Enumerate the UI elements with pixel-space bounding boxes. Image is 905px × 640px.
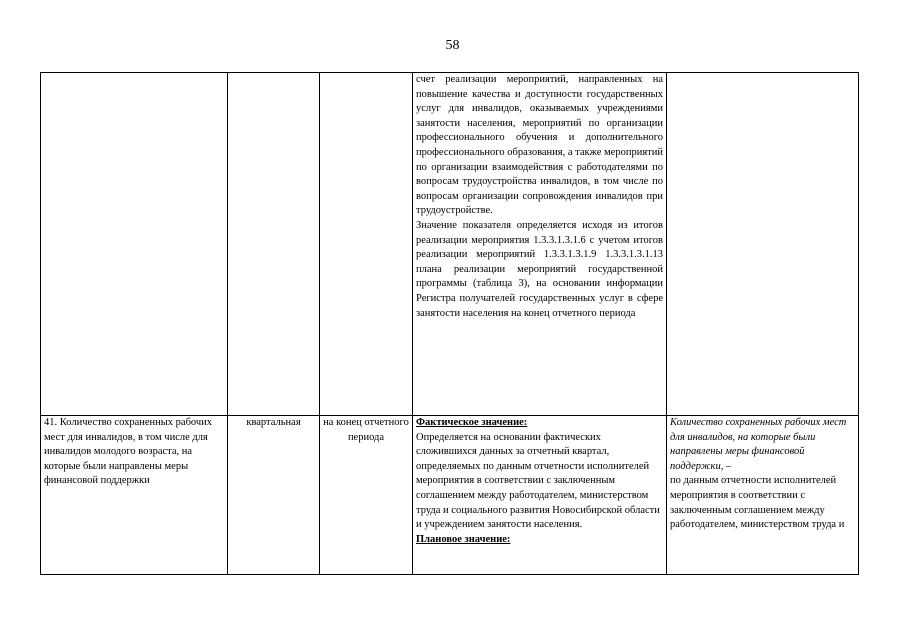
method-text-continued: счет реализации мероприятий, направленных на повышение качества и доступности государственных услуг для инвалидов, оказываемых учреждениями занятости населения, мероприятий по организации профессионального обучения и дополнительного профессионального образования, а также мероприятий по организации взаимодействия с работодателями по вопросам трудоустройства инвалидов, в том числе по вопросам организации сопровождения инвалидов при трудоустройстве. <box>416 74 663 217</box>
data-source-text: по данным отчетности исполнителей мероприятия в соответствии с заключенным соглашением между работодателем, министерством труда и <box>670 475 845 531</box>
page-number: 58 <box>445 38 460 53</box>
table-row <box>41 73 859 416</box>
planned-value-heading: Плановое значение: <box>416 533 511 545</box>
indicator-table <box>40 72 859 575</box>
table-cell <box>320 73 413 416</box>
indicator-name-cell <box>41 416 228 575</box>
data-source-italic: Количество сохраненных рабочих мест для инвалидов, на которые были направлены меры финансовой поддержки, <box>670 417 847 472</box>
table-cell <box>228 73 320 416</box>
period-value: на конец отчетного периода <box>323 417 409 443</box>
table-row <box>41 416 859 575</box>
indicator-name: 41. Количество сохраненных рабочих мест для инвалидов, в том числе для инвалидов молодого возраста, на которые были направлены меры финансовой поддержки <box>44 417 213 487</box>
calculation-method-cell <box>413 73 667 416</box>
frequency-value: квартальная <box>246 417 301 428</box>
method-text-value-determination: Значение показателя определяется исходя из итогов реализации мероприятия 1.3.3.1.3.1.6 с учетом итогов реализации мероприятий 1.3.3.1.3.1.9 1.3.3.1.3.1.13 плана реализации мероприятий государственной программы (таблица 3), на основании информации Регистра получателей государственных услуг в сфере занятости населения на конец отчетного периода <box>416 219 663 319</box>
data-source-dash: – <box>723 460 732 472</box>
data-source-cell <box>667 416 859 575</box>
table-cell <box>667 73 859 416</box>
table-cell <box>41 73 228 416</box>
period-cell <box>320 416 413 575</box>
frequency-cell <box>228 416 320 575</box>
actual-value-heading: Фактическое значение: <box>416 417 528 428</box>
calculation-method-cell <box>413 416 667 575</box>
actual-value-text: Определяется на основании фактических сложившихся данных за отчетный квартал, определяемых по данным отчетности исполнителей мероприятия в соответствии с заключенным соглашением между работодателем, министерством труда и социального развития Новосибирской области и учреждением занятости населения. <box>416 431 660 531</box>
